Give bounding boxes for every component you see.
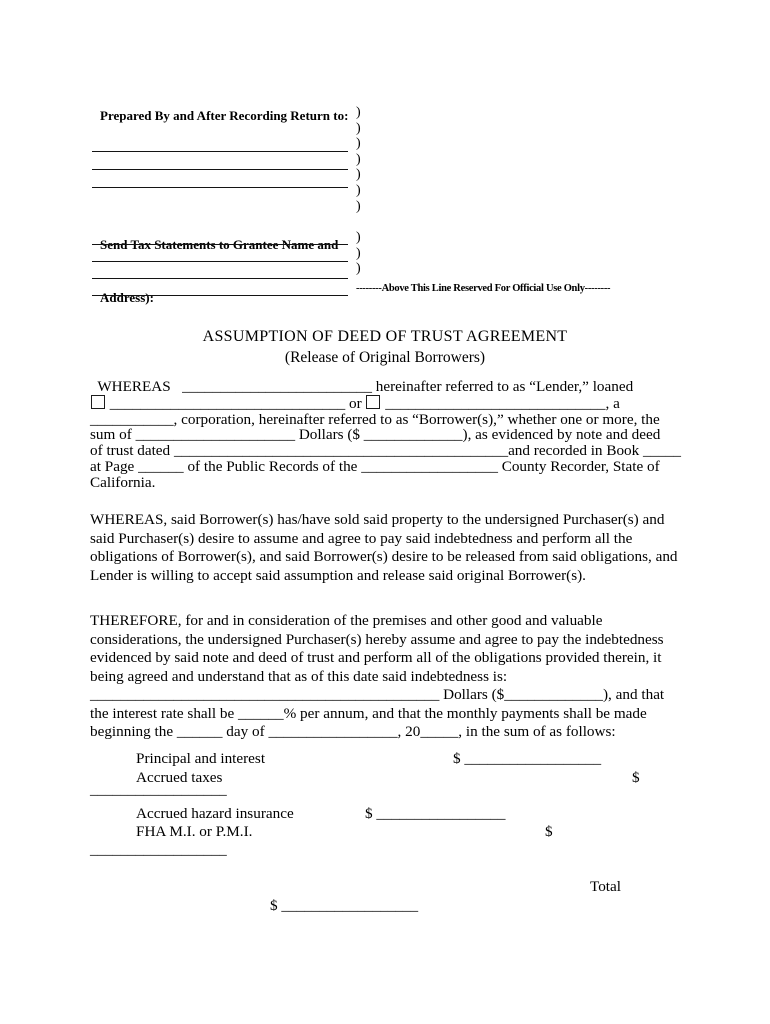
text-run: WHEREAS, said Borrower(s) has/have sold said property to the undersigned Purchaser(s) and — [90, 511, 665, 528]
grantee-address-blank-line[interactable] — [92, 295, 348, 296]
text-run: , a — [605, 394, 620, 412]
grantee-address-blank-line[interactable] — [92, 261, 348, 262]
text-run: obligations of Borrower(s), and said Borrower(s) desire to be released from said obligations, and — [90, 548, 678, 565]
paren-mark: ) — [356, 261, 361, 277]
total-label: Total — [590, 878, 621, 895]
fill-in-blank-field[interactable]: _____ — [420, 723, 459, 740]
principal-interest-amount-blank[interactable]: $ __________________ — [453, 750, 602, 767]
text-run: or — [345, 394, 366, 412]
text-run: % per annum, and that the monthly payments shall be made — [283, 704, 647, 722]
text-run: hereinafter referred to as “Lender,” loaned — [371, 378, 634, 395]
text-run: considerations, the undersigned Purchaser(s) hereby assume and agree to pay the indebtedness — [90, 630, 664, 648]
document-text-line — [90, 379, 681, 395]
text-run: sum of — [90, 426, 136, 444]
text-run: Dollars ($ — [295, 426, 364, 444]
document-text-line — [90, 649, 664, 668]
fill-in-blank-field[interactable]: _________________________ — [182, 378, 372, 395]
text-run: and recorded in Book — [508, 442, 644, 460]
paren-mark: ) — [356, 120, 361, 136]
fill-in-blank-field[interactable]: _________________ — [268, 723, 398, 740]
document-text-line — [90, 612, 664, 631]
prepared-by-label: Prepared By and After Recording Return to: — [100, 108, 349, 123]
send-tax-statements-label-line2: Address): — [100, 289, 154, 305]
accrued-taxes-label: Accrued taxes — [136, 769, 223, 786]
fill-in-blank-field[interactable]: _____________ — [504, 686, 603, 703]
fill-in-blank-field[interactable]: _______________________________ — [109, 394, 346, 412]
total-amount-blank[interactable]: $ __________________ — [270, 897, 419, 914]
text-run: of the Public Records of the — [183, 457, 362, 475]
text-run: ), as evidenced by note and deed — [462, 426, 661, 444]
hazard-insurance-amount-blank[interactable]: $ _________________ — [365, 805, 506, 822]
text-run: said Purchaser(s) desire to assume and agree to pay said indebtedness and perform all the — [90, 529, 633, 547]
paren-mark: ) — [356, 151, 361, 167]
document-text-line — [90, 567, 678, 586]
paragraph-whereas-lender-loaned — [90, 379, 681, 491]
paren-mark: ) — [356, 182, 361, 198]
document-text-line — [90, 395, 681, 412]
document-text-line — [90, 475, 681, 491]
send-tax-statements-label — [100, 201, 338, 341]
paren-mark: ) — [356, 230, 361, 246]
fill-in-blank-field[interactable]: ______________________________________________ — [90, 686, 440, 703]
hazard-insurance-label: Accrued hazard insurance — [136, 805, 294, 822]
text-run: Lender is willing to accept said assumption and release said original Borrower(s). — [90, 566, 586, 584]
text-run: County Recorder, State of — [497, 457, 660, 475]
text-run: at Page — [90, 457, 139, 475]
text-run: being agreed and understand that as of this date said indebtedness is: — [90, 667, 508, 685]
text-run: of trust dated — [90, 442, 174, 460]
return-address-blank-line[interactable] — [92, 169, 348, 170]
recorder-stamp-paren-column — [356, 105, 361, 277]
text-run: THEREFORE, for and in consideration of the premises and other good and valuable — [90, 612, 603, 629]
text-run: , in the sum of as follows: — [458, 723, 616, 740]
document-text-line — [90, 631, 664, 650]
paren-mark: ) — [356, 105, 361, 120]
text-run: California. — [90, 473, 156, 491]
text-run: day of — [222, 723, 269, 740]
fill-in-blank-field[interactable]: ______ — [238, 704, 284, 722]
document-text-line — [90, 686, 664, 705]
paren-mark: ) — [356, 198, 361, 214]
paren-mark: ) — [356, 136, 361, 152]
document-title: ASSUMPTION OF DEED OF TRUST AGREEMENT — [202, 328, 568, 345]
accrued-taxes-dollar-sign: $ — [632, 769, 640, 786]
document-text-line — [90, 412, 681, 428]
accrued-taxes-amount-blank[interactable]: __________________ — [90, 781, 227, 798]
borrower-type-checkbox[interactable] — [366, 395, 380, 409]
paren-mark: ) — [356, 167, 361, 183]
fha-mi-pmi-dollar-sign: $ — [545, 823, 553, 840]
document-text-line — [90, 668, 664, 687]
fill-in-blank-field[interactable]: ___________ — [90, 410, 174, 428]
text-run: , 20 — [397, 723, 421, 740]
fill-in-blank-field[interactable]: ______ — [138, 457, 184, 475]
return-address-blank-line[interactable] — [92, 187, 348, 188]
document-text-line — [90, 530, 678, 549]
fill-in-blank-field[interactable]: _____ — [643, 442, 681, 460]
above-line-reserved-text: --------Above This Line Reserved For Official Use Only-------- — [356, 283, 611, 294]
grantee-address-blank-line[interactable] — [92, 278, 348, 279]
grantee-address-blank-line[interactable] — [92, 244, 348, 245]
paren-mark: ) — [356, 245, 361, 261]
fill-in-blank-field[interactable]: _____________ — [363, 426, 463, 444]
document-text-line — [90, 459, 681, 475]
send-tax-statements-label-line1: Send Tax Statements to Grantee Name and — [100, 237, 339, 252]
fill-in-blank-field[interactable]: _____________________________ — [385, 394, 606, 412]
text-run: ), and that — [603, 686, 665, 703]
fill-in-blank-field[interactable]: ______ — [176, 723, 223, 740]
return-address-blank-line[interactable] — [92, 151, 348, 152]
document-text-line — [90, 427, 681, 443]
principal-interest-label: Principal and interest — [136, 750, 266, 767]
document-text-line — [90, 705, 664, 724]
paren-column-gap — [356, 214, 361, 230]
document-text-line — [90, 723, 664, 742]
document-text-line — [90, 511, 678, 530]
fha-mi-pmi-amount-blank[interactable]: __________________ — [90, 841, 227, 858]
text-run: Dollars ($ — [439, 686, 505, 703]
text-run: WHEREAS — [90, 378, 183, 395]
fill-in-blank-field[interactable]: ____________________________________________ — [173, 442, 509, 460]
text-run: beginning the — [90, 723, 177, 740]
fha-mi-pmi-label: FHA M.I. or P.M.I. — [136, 823, 253, 840]
paragraph-therefore-assumption — [90, 612, 664, 742]
fill-in-blank-field[interactable]: __________________ — [361, 457, 498, 475]
text-run: , corporation, hereinafter referred to as “Borrower(s),” whether one or more, the — [173, 410, 660, 428]
fill-in-blank-field[interactable]: _____________________ — [135, 426, 296, 444]
paragraph-whereas-property-sold — [90, 511, 678, 585]
text-run: evidenced by said note and deed of trust and perform all of the obligations provided therein, it — [90, 649, 662, 666]
document-subtitle: (Release of Original Borrowers) — [284, 349, 486, 366]
document-text-line — [90, 548, 678, 567]
text-run: the interest rate shall be — [90, 704, 239, 722]
borrower-type-checkbox[interactable] — [91, 395, 105, 409]
document-text-line — [90, 443, 681, 459]
